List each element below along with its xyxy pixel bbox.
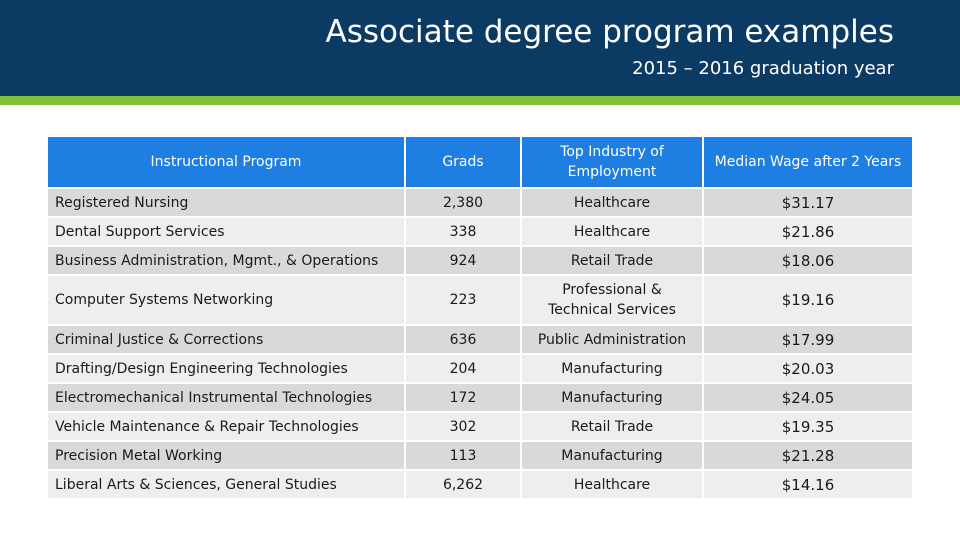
column-header-program: Instructional Program bbox=[48, 137, 406, 189]
column-header-wage: Median Wage after 2 Years bbox=[704, 137, 912, 189]
table-row bbox=[48, 355, 912, 384]
cell-grads: 2,380 bbox=[406, 189, 522, 218]
cell-industry: Manufacturing bbox=[522, 355, 704, 384]
cell-program: Dental Support Services bbox=[48, 218, 406, 247]
table-row bbox=[48, 326, 912, 355]
cell-program: Computer Systems Networking bbox=[48, 276, 406, 326]
table-row bbox=[48, 442, 912, 471]
slide-header bbox=[0, 0, 960, 96]
cell-program: Electromechanical Instrumental Technologies bbox=[48, 384, 406, 413]
cell-program: Business Administration, Mgmt., & Operations bbox=[48, 247, 406, 276]
table-row bbox=[48, 384, 912, 413]
table-row bbox=[48, 413, 912, 442]
table-row bbox=[48, 247, 912, 276]
cell-grads: 338 bbox=[406, 218, 522, 247]
cell-industry: Manufacturing bbox=[522, 442, 704, 471]
cell-grads: 302 bbox=[406, 413, 522, 442]
cell-grads: 113 bbox=[406, 442, 522, 471]
table-row bbox=[48, 218, 912, 247]
cell-wage: $21.28 bbox=[704, 442, 912, 471]
table-row bbox=[48, 276, 912, 326]
cell-grads: 6,262 bbox=[406, 471, 522, 500]
accent-divider bbox=[0, 96, 960, 105]
cell-wage: $24.05 bbox=[704, 384, 912, 413]
cell-program: Vehicle Maintenance & Repair Technologies bbox=[48, 413, 406, 442]
cell-grads: 172 bbox=[406, 384, 522, 413]
cell-grads: 636 bbox=[406, 326, 522, 355]
cell-wage: $14.16 bbox=[704, 471, 912, 500]
cell-program: Precision Metal Working bbox=[48, 442, 406, 471]
cell-industry: Healthcare bbox=[522, 218, 704, 247]
table-row bbox=[48, 189, 912, 218]
column-header-industry: Top Industry of Employment bbox=[522, 137, 704, 189]
cell-wage: $18.06 bbox=[704, 247, 912, 276]
table-header-row bbox=[48, 137, 912, 189]
cell-industry: Manufacturing bbox=[522, 384, 704, 413]
cell-industry: Public Administration bbox=[522, 326, 704, 355]
cell-program: Registered Nursing bbox=[48, 189, 406, 218]
cell-wage: $31.17 bbox=[704, 189, 912, 218]
column-header-grads: Grads bbox=[406, 137, 522, 189]
cell-grads: 223 bbox=[406, 276, 522, 326]
cell-program: Drafting/Design Engineering Technologies bbox=[48, 355, 406, 384]
cell-industry: Healthcare bbox=[522, 471, 704, 500]
slide-subtitle: 2015 – 2016 graduation year bbox=[632, 58, 894, 79]
cell-grads: 204 bbox=[406, 355, 522, 384]
cell-industry: Retail Trade bbox=[522, 247, 704, 276]
slide-title: Associate degree program examples bbox=[325, 14, 894, 50]
cell-wage: $17.99 bbox=[704, 326, 912, 355]
cell-industry: Healthcare bbox=[522, 189, 704, 218]
cell-wage: $19.16 bbox=[704, 276, 912, 326]
cell-program: Liberal Arts & Sciences, General Studies bbox=[48, 471, 406, 500]
table-row bbox=[48, 471, 912, 500]
cell-program: Criminal Justice & Corrections bbox=[48, 326, 406, 355]
cell-wage: $21.86 bbox=[704, 218, 912, 247]
cell-grads: 924 bbox=[406, 247, 522, 276]
cell-industry: Retail Trade bbox=[522, 413, 704, 442]
cell-wage: $20.03 bbox=[704, 355, 912, 384]
cell-industry: Professional & Technical Services bbox=[522, 276, 704, 326]
cell-wage: $19.35 bbox=[704, 413, 912, 442]
program-table bbox=[48, 137, 912, 500]
